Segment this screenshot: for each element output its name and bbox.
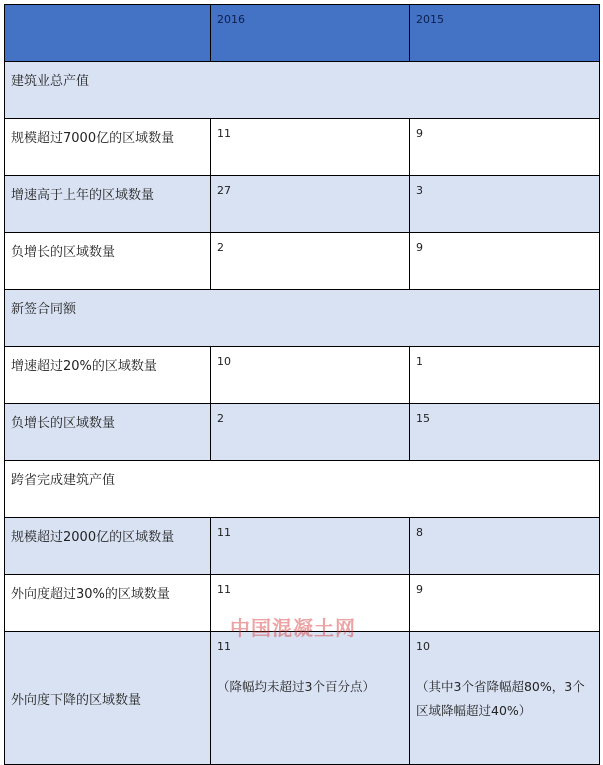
section-title: 跨省完成建筑产值 [5, 461, 600, 518]
value-2016: 27 [211, 176, 410, 233]
table-row [5, 518, 600, 575]
row-label: 增速高于上年的区域数量 [5, 176, 211, 233]
section-row-new-contracts [5, 290, 600, 347]
table-row [5, 347, 600, 404]
value-2016: 11 [211, 575, 410, 632]
section-title: 建筑业总产值 [5, 62, 600, 119]
header-cell-blank [5, 5, 211, 62]
value-2015: 9 [410, 233, 600, 290]
value-2015-cell [410, 632, 600, 765]
value-2016: 2 [211, 404, 410, 461]
table-row [5, 233, 600, 290]
watermark: 中国混凝土网 [230, 616, 356, 640]
table-row [5, 119, 600, 176]
value-2016: 2 [211, 233, 410, 290]
note-2016: （降幅均未超过3个百分点） [217, 679, 375, 694]
table-header-row [5, 5, 600, 62]
table-row [5, 575, 600, 632]
value-2015: 15 [410, 404, 600, 461]
row-label: 外向度下降的区域数量 [5, 632, 211, 765]
value-2015: 8 [410, 518, 600, 575]
row-label: 规模超过2000亿的区域数量 [5, 518, 211, 575]
row-label: 外向度超过30%的区域数量 [5, 575, 211, 632]
section-row-construction-output [5, 62, 600, 119]
value-2015: 3 [410, 176, 600, 233]
header-cell-2016: 2016 [211, 5, 410, 62]
table-row [5, 404, 600, 461]
value-2016: 11 [211, 518, 410, 575]
value-2015: 1 [410, 347, 600, 404]
row-label: 负增长的区域数量 [5, 404, 211, 461]
value-2015: 9 [410, 119, 600, 176]
section-row-cross-province [5, 461, 600, 518]
value-2016-cell [211, 632, 410, 765]
note-2015: （其中3个省降幅超80%，3个区域降幅超过40%） [416, 679, 585, 718]
data-table [4, 4, 600, 765]
value-2016: 11 [217, 640, 231, 653]
table-row [5, 632, 600, 765]
table-row [5, 176, 600, 233]
row-label: 负增长的区域数量 [5, 233, 211, 290]
section-title: 新签合同额 [5, 290, 600, 347]
row-label: 增速超过20%的区域数量 [5, 347, 211, 404]
header-cell-2015: 2015 [410, 5, 600, 62]
value-2015: 10 [416, 640, 430, 653]
row-label: 规模超过7000亿的区域数量 [5, 119, 211, 176]
value-2015: 9 [410, 575, 600, 632]
value-2016: 10 [211, 347, 410, 404]
value-2016: 11 [211, 119, 410, 176]
